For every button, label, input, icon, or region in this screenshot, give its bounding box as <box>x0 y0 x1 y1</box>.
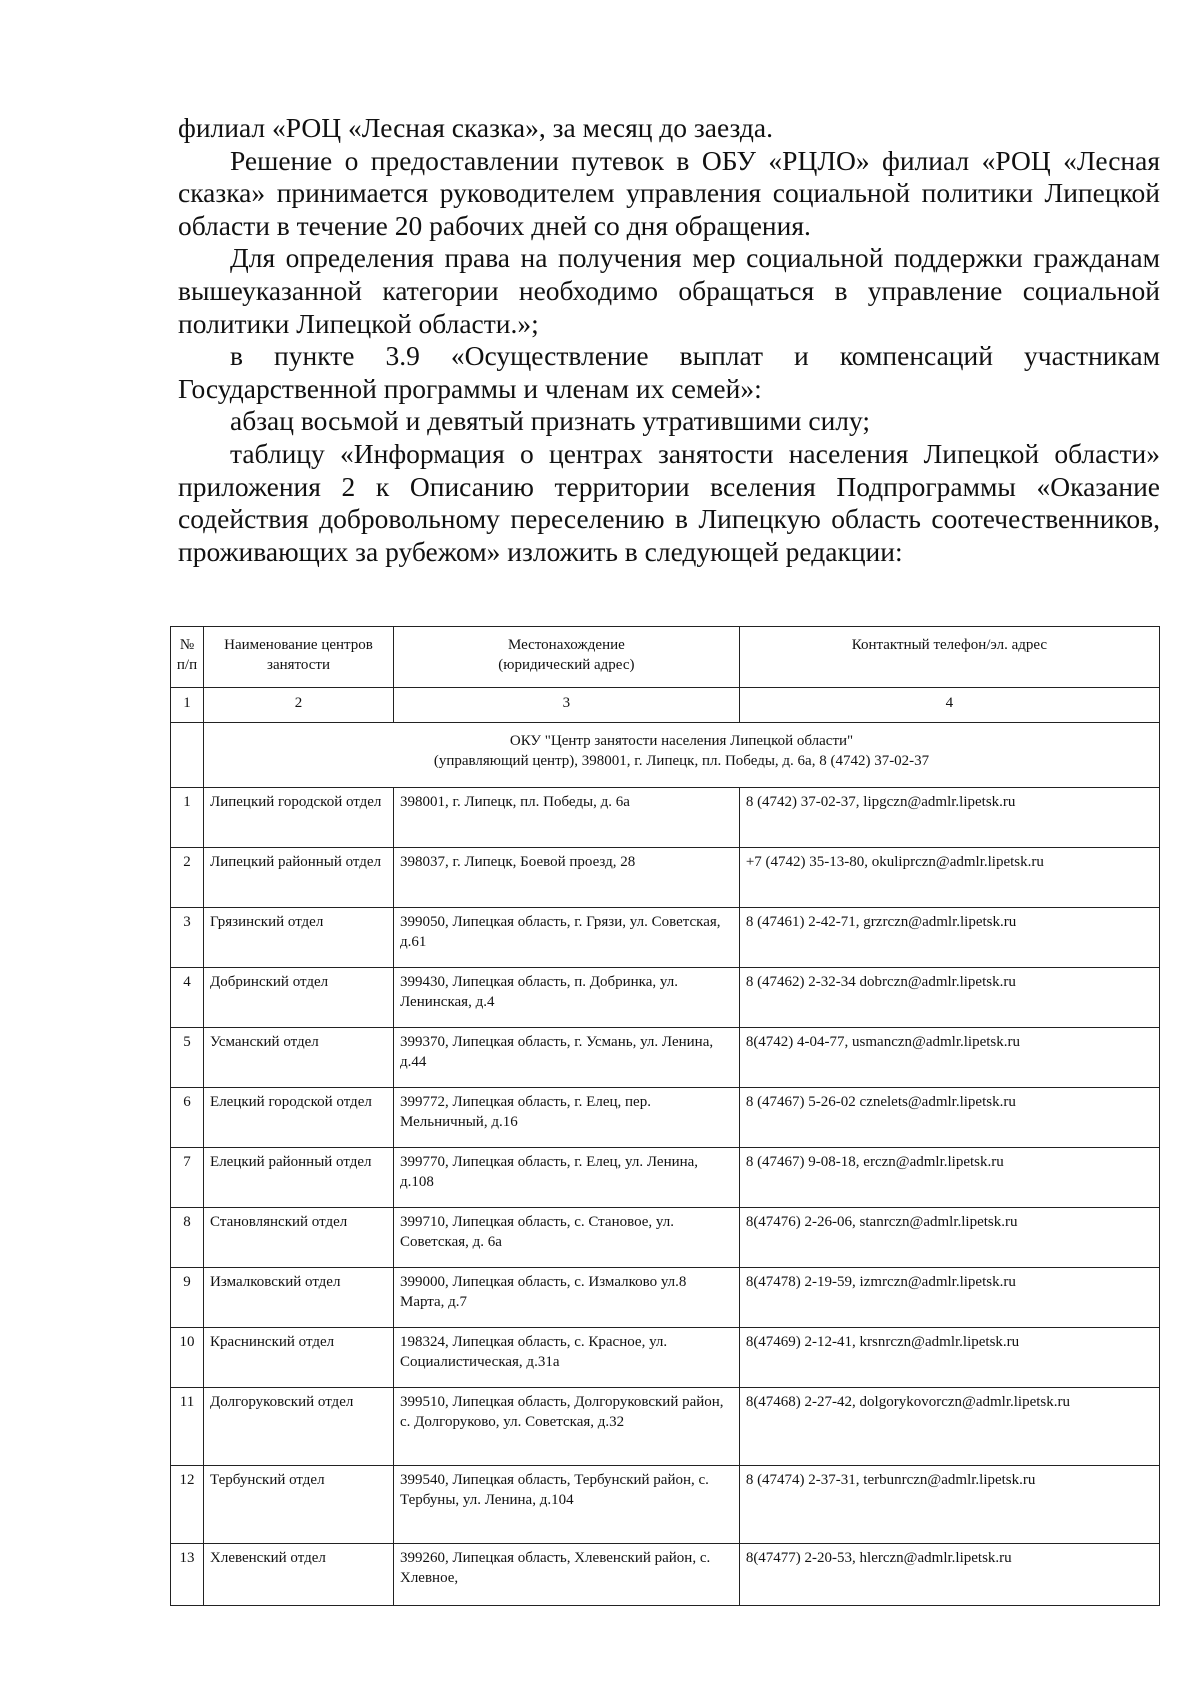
row-contact: 8 (47467) 5-26-02 cznelets@admlr.lipetsk.ru <box>739 1088 1159 1148</box>
row-address: 399370, Липецкая область, г. Усмань, ул. Ленина, д.44 <box>393 1028 739 1088</box>
row-number: 9 <box>171 1268 204 1328</box>
header-address-line1: Местонахождение <box>508 637 625 653</box>
body-text <box>178 112 1160 568</box>
row-number: 10 <box>171 1328 204 1388</box>
paragraph-abzac: абзац восьмой и девятый признать утратившими силу; <box>230 405 871 437</box>
row-number: 2 <box>171 848 204 908</box>
row-number: 6 <box>171 1088 204 1148</box>
column-number: 3 <box>393 688 739 723</box>
table-row <box>171 1328 1160 1388</box>
row-center-name: Липецкий районный отдел <box>204 848 394 908</box>
table-row <box>171 1208 1160 1268</box>
row-address: 399710, Липецкая область, с. Становое, ул. Советская, д. 6а <box>393 1208 739 1268</box>
table-row <box>171 1088 1160 1148</box>
column-number-row <box>171 688 1160 723</box>
table-row <box>171 1028 1160 1088</box>
row-contact: 8 (47461) 2-42-71, grzrczn@admlr.lipetsk.ru <box>739 908 1159 968</box>
row-address: 399772, Липецкая область, г. Елец, пер. Мельничный, д.16 <box>393 1088 739 1148</box>
row-center-name: Добринский отдел <box>204 968 394 1028</box>
row-center-name: Хлевенский отдел <box>204 1544 394 1606</box>
row-center-name: Становлянский отдел <box>204 1208 394 1268</box>
paragraph-clause-3-9: в пункте 3.9 «Осуществление выплат и компенсаций участникам Государственной программы и членам их семей»: <box>178 340 1160 404</box>
employment-centers-table <box>170 626 1160 1606</box>
paragraph-table-intro: таблицу «Информация о центрах занятости населения Липецкой области» приложения 2 к Описанию территории вселения Подпрограммы «Оказание содействия добровольному переселению в Липецкую область соотечественников, проживающих за рубежом» изложить в следующей редакции: <box>178 437 1160 567</box>
paragraph-rights: Для определения права на получения мер социальной поддержки гражданам вышеуказанной категории необходимо обращаться в управление социальной политики Липецкой области.»; <box>178 242 1160 339</box>
group-header-row <box>171 723 1160 788</box>
row-contact: 8 (47467) 9-08-18, erczn@admlr.lipetsk.ru <box>739 1148 1159 1208</box>
row-center-name: Грязинский отдел <box>204 908 394 968</box>
table-row <box>171 1388 1160 1466</box>
column-number: 1 <box>171 688 204 723</box>
header-contact: Контактный телефон/эл. адрес <box>739 627 1159 688</box>
table-row <box>171 968 1160 1028</box>
table-header-row <box>171 627 1160 688</box>
row-address: 399000, Липецкая область, с. Измалково ул.8 Марта, д.7 <box>393 1268 739 1328</box>
row-contact: +7 (4742) 35-13-80, okuliprczn@admlr.lipetsk.ru <box>739 848 1159 908</box>
row-contact: 8 (47462) 2-32-34 dobrczn@admlr.lipetsk.ru <box>739 968 1159 1028</box>
group-title <box>204 723 1160 788</box>
row-address: 399540, Липецкая область, Тербунский район, с. Тербуны, ул. Ленина, д.104 <box>393 1466 739 1544</box>
row-number: 5 <box>171 1028 204 1088</box>
table-row <box>171 1544 1160 1606</box>
column-number: 4 <box>739 688 1159 723</box>
row-contact: 8(47478) 2-19-59, izmrczn@admlr.lipetsk.ru <box>739 1268 1159 1328</box>
row-address: 198324, Липецкая область, с. Красное, ул. Социалистическая, д.31а <box>393 1328 739 1388</box>
header-name: Наименование центров занятости <box>204 627 394 688</box>
row-center-name: Елецкий районный отдел <box>204 1148 394 1208</box>
row-contact: 8(4742) 4-04-77, usmanczn@admlr.lipetsk.ru <box>739 1028 1159 1088</box>
header-address-line2: (юридический адрес) <box>498 657 635 673</box>
row-address: 398001, г. Липецк, пл. Победы, д. 6а <box>393 788 739 848</box>
row-center-name: Долгоруковский отдел <box>204 1388 394 1466</box>
row-contact: 8(47476) 2-26-06, stanrczn@admlr.lipetsk.ru <box>739 1208 1159 1268</box>
row-center-name: Тербунский отдел <box>204 1466 394 1544</box>
row-number: 3 <box>171 908 204 968</box>
row-contact: 8 (47474) 2-37-31, terbunrczn@admlr.lipetsk.ru <box>739 1466 1159 1544</box>
row-center-name: Измалковский отдел <box>204 1268 394 1328</box>
row-number: 11 <box>171 1388 204 1466</box>
row-center-name: Усманский отдел <box>204 1028 394 1088</box>
row-number: 1 <box>171 788 204 848</box>
table-row <box>171 908 1160 968</box>
row-address: 399510, Липецкая область, Долгоруковский район, с. Долгоруково, ул. Советская, д.32 <box>393 1388 739 1466</box>
row-number: 7 <box>171 1148 204 1208</box>
row-number: 12 <box>171 1466 204 1544</box>
row-address: 399260, Липецкая область, Хлевенский район, с. Хлевное, <box>393 1544 739 1606</box>
row-address: 399050, Липецкая область, г. Грязи, ул. Советская, д.61 <box>393 908 739 968</box>
table-row <box>171 1268 1160 1328</box>
group-empty-cell <box>171 723 204 788</box>
paragraph-continuation: филиал «РОЦ «Лесная сказка», за месяц до заезда. <box>178 112 773 143</box>
table-row <box>171 1466 1160 1544</box>
row-number: 13 <box>171 1544 204 1606</box>
paragraph-decision: Решение о предоставлении путевок в ОБУ «РЦЛО» филиал «РОЦ «Лесная сказка» принимается руководителем управления социальной политики Липецкой области в течение 20 рабочих дней со дня обращения. <box>178 144 1160 241</box>
row-number: 4 <box>171 968 204 1028</box>
row-number: 8 <box>171 1208 204 1268</box>
table-row <box>171 1148 1160 1208</box>
row-address: 399770, Липецкая область, г. Елец, ул. Ленина, д.108 <box>393 1148 739 1208</box>
group-title-line2: (управляющий центр), 398001, г. Липецк, пл. Победы, д. 6а, 8 (4742) 37-02-37 <box>433 753 930 769</box>
row-contact: 8(47477) 2-20-53, hlerczn@admlr.lipetsk.ru <box>739 1544 1159 1606</box>
header-num: № п/п <box>171 627 204 688</box>
row-contact: 8 (4742) 37-02-37, lipgczn@admlr.lipetsk.ru <box>739 788 1159 848</box>
column-number: 2 <box>204 688 394 723</box>
row-center-name: Елецкий городской отдел <box>204 1088 394 1148</box>
group-title-line1: ОКУ "Центр занятости населения Липецкой области" <box>509 733 854 749</box>
row-contact: 8(47469) 2-12-41, krsnrczn@admlr.lipetsk.ru <box>739 1328 1159 1388</box>
row-address: 398037, г. Липецк, Боевой проезд, 28 <box>393 848 739 908</box>
table-row <box>171 788 1160 848</box>
row-center-name: Краснинский отдел <box>204 1328 394 1388</box>
header-address <box>393 627 739 688</box>
row-center-name: Липецкий городской отдел <box>204 788 394 848</box>
row-address: 399430, Липецкая область, п. Добринка, ул. Ленинская, д.4 <box>393 968 739 1028</box>
table-row <box>171 848 1160 908</box>
row-contact: 8(47468) 2-27-42, dolgorykovorczn@admlr.lipetsk.ru <box>739 1388 1159 1466</box>
